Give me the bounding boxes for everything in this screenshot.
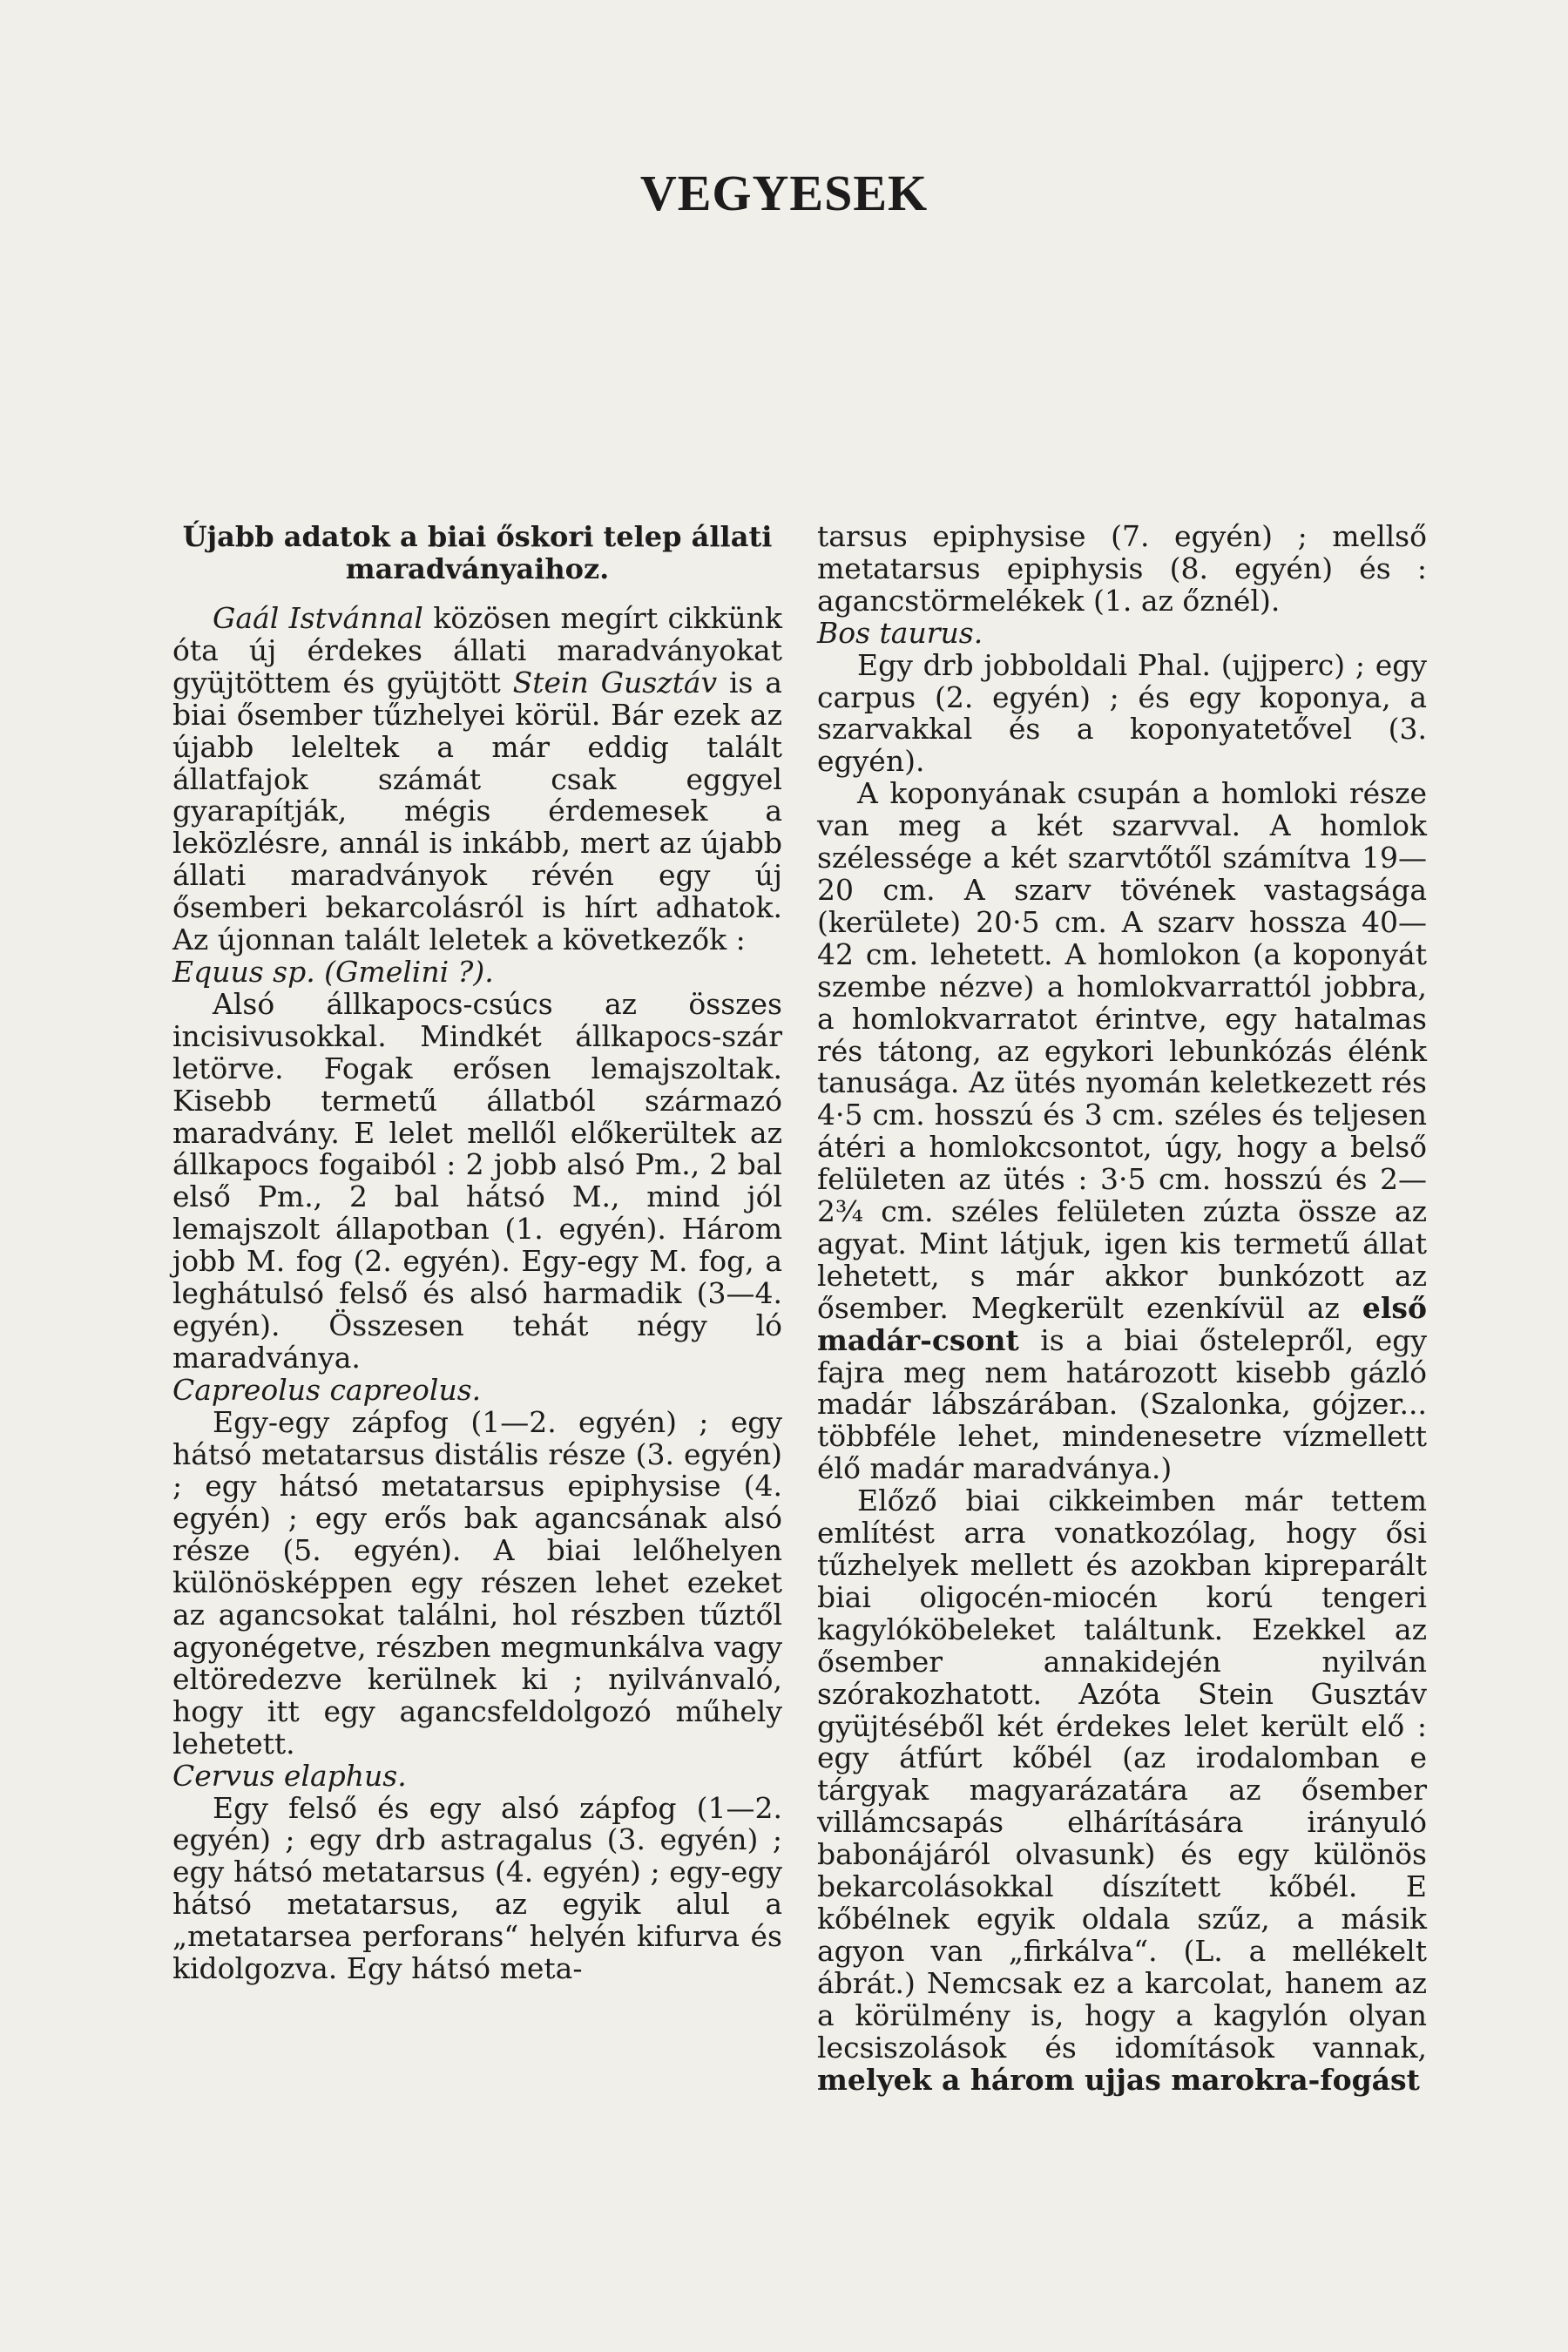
species-heading-equus: Equus sp. (Gmelini ?). [172, 954, 494, 989]
species-heading-cervus: Cervus elaphus. [172, 1758, 407, 1793]
intro-text-1: közösen megírt cikkünk óta új érdekes állati maradványokat gyüjtöttem és gyüjtött [172, 601, 782, 700]
bos-text-2a: A koponyának csupán a homloki része van meg a két szarvval. A homlok szélessége a két szarvtőtől számítva 19—20 cm. A szarv tövének vastagsága (kerülete) 20·5 cm. A szarv hossza 40—42 cm. lehetett. A homlokon (a koponyát szembe nézve) a homlokvarrattól jobbra, a homlokvarratot érintve, egy hatalmas rés tátong, az egykori lebunkózás élénk tanusága. Az ütés nyomán keletkezett rés 4·5 cm. hosszú és 3 cm. széles és teljesen átéri a homlokcsontot, úgy, hogy a belső felületen az ütés : 3·5 cm. hosszú és 2—2¾ cm. széles felületen zúzta össze az agyat. Mint látjuk, igen kis termetű állat lehetett, s már akkor bunkózott az ősember. Megkerült ezenkívül az [817, 776, 1427, 1325]
article-title: Újabb adatok a biai őskori telep állati maradványaihoz. [182, 520, 773, 585]
bos-text-3-bold: melyek a három ujjas marokra-fogást [817, 2062, 1420, 2097]
intro-paragraph [172, 603, 782, 956]
cervus-paragraph: Egy felső és egy alsó zápfog (1—2. egyén) ; egy drb astragalus (3. egyén) ; egy hátsó metatarsus (4. egyén) ; egy-egy hátsó metatarsus, az egyik alul a „metatarsea perforans“ helyén kifurva és kidolgozva. Egy hátsó meta- [172, 1790, 782, 1986]
bos-paragraph-1: Egy drb jobboldali Phal. (ujjperc) ; egy carpus (2. egyén) ; és egy koponya, a szarvakkal és a koponyatetővel (3. egyén). [817, 647, 1427, 779]
bird-bone-bold: első madár-csont [817, 1290, 1427, 1357]
species-heading-capreolus: Capreolus capreolus. [172, 1372, 482, 1407]
equus-paragraph: Alsó állkapocs-csúcs az összes incisivusokkal. Mindkét állkapocs-szár letörve. Fogak erősen lemajszoltak. Kisebb termetű állatból származó maradvány. E lelet mellől előkerültek az állkapocs fogaiból : 2 jobb alsó Pm., 2 bal első Pm., 2 bal hátsó M., mind jól lemajszolt állapotban (1. egyén). Három jobb M. fog (2. egyén). Egy-egy M. fog, a leghátulsó felső és alsó harmadik (3—4. egyén). Összesen tehát négy ló maradványa. [172, 986, 782, 1375]
right-column [817, 521, 1427, 2096]
capreolus-paragraph: Egy-egy zápfog (1—2. egyén) ; egy hátsó metatarsus distális része (3. egyén) ; egy hátsó metatarsus epiphysise (4. egyén) ; egy erős bak agancsának alsó része (5. egyén). A biai lelőhelyen különösképpen egy részen lehet ezeket az agancsokat találni, hol részben tűztől agyonégetve, részben megmunkálva vagy eltöredezve kerülnek ki ; nyilvánvaló, hogy itt egy agancsfeldolgozó műhely lehetett. [172, 1404, 782, 1761]
species-heading-bos: Bos taurus. [817, 615, 983, 650]
bos-paragraph-3 [817, 1485, 1427, 2096]
page-title: VEGYESEK [639, 165, 929, 221]
cervus-paragraph-continued: tarsus epiphysise (7. egyén) ; mellső metatarsus epiphysis (8. egyén) és : agancstörmelékek (1. az őznél). [817, 519, 1427, 618]
bos-text-2b: is a biai őstelepről, egy fajra meg nem határozott kisebb gázló madár lábszárában. (Szalonka, gójzer... többféle lehet, mindenesetre vízmellett élő madár maradványa.) [817, 1322, 1427, 1486]
left-column [172, 521, 782, 1985]
author-name: Gaál Istvánnal [213, 601, 423, 635]
bos-paragraph-2 [817, 778, 1427, 1485]
bos-text-3a: Előző biai cikkeimben már tettem említést arra vonatkozólag, hogy ősi tűzhelyek mellett és azokban kipreparált biai oligocén-miocén korú tengeri kagylóköbeleket találtunk. Ezekkel az ősember annakidején nyilván szórakozhatott. Azóta Stein Gusztáv gyüjtéséből két érdekes lelet került elő : egy átfúrt kőbél (az irodalomban e tárgyak magyarázatára az ősember villámcsapás elhárítására irányuló babonájáról olvasunk) és egy különös bekarcolásokkal díszített kőbél. E kőbélnek egyik oldala szűz, a másik agyon van „firkálva“. (L. a mellékelt ábrát.) Nemcsak ez a karcolat, hanem az a körülmény is, hogy a kagylón olyan lecsiszolások és idomítások vannak, [817, 1484, 1427, 2065]
collector-name: Stein Gusztáv [512, 665, 718, 700]
intro-text-2: is a biai ősember tűzhelyei körül. Bár ezek az újabb leleltek a már eddig talált állatfajok számát csak eggyel gyarapítják, mégis érdemesek a leközlésre, annál is inkább, mert az újabb állati maradványok révén egy új ősemberi bekarcolásról is hírt adhatok. Az újonnan talált leletek a következők : [172, 665, 782, 957]
